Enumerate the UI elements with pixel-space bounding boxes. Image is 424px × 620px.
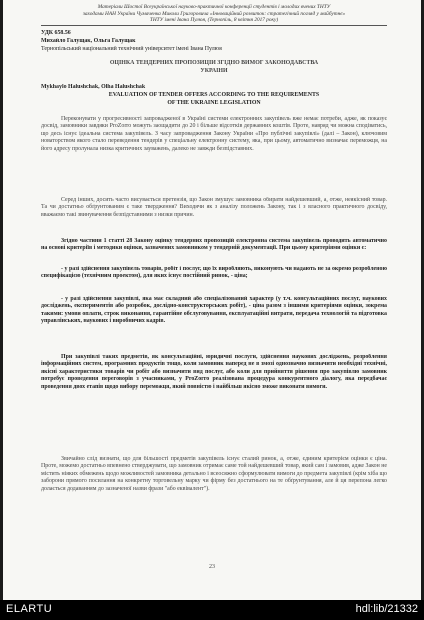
title-en-line-2: OF THE UKRAINE LEGISLATION	[167, 100, 261, 106]
header-line-1: Матеріали Шостої Всеукраїнської науково-практичної конференції студентів і молодих вчених ТНТУ	[97, 4, 331, 10]
paragraph-3: Згідно частини 1 статті 28 Закону оцінку тендерних пропозицій електронна система закупівель проводить автоматично на основі критеріїв і методики оцінки, зазначених замовником у тендерній документації. При цьому критеріями оцінки є:	[41, 238, 387, 252]
page-number: 23	[209, 564, 215, 570]
udk-code: УДК 658.56	[41, 30, 71, 36]
paragraph-4: - у разі здійснення закупівель товарів, робіт і послуг, що їх виробляють, виконують чи надають не за окремо розробленою специфікацією (технічним проектом), для яких існує постійний ринок, - ціна;	[41, 266, 387, 280]
header-line-3: ТНТУ імені Івана Пулюя, (Тернопіль, 8 квітня 2017 року)	[149, 17, 279, 24]
paragraph-6: При закупівлі таких предметів, як консультаційні, юридичні послуги, здійснення наукових досліджень, розроблення інформаційних систем, програмних продуктів тощо, коли замовник наперед не в змозі однозначно визначити необхідні технічні, якісні характеристики товарів чи робіт або визначити вид послуг, або коли для прийняття рішення про закупівлю замовник потребує проведення переговорів з учасниками, у ProZorro реалізована процедура конкурентного діалогу, яка передбачає проведення двох етапів щодо вибору переможця, який повністю і найбільш якісно зможе виконати вимоги.	[41, 354, 387, 390]
paragraph-5: - у разі здійснення закупівлі, яка має складний або спеціалізований характер (у т.ч. консультаційних послуг, наукових досліджень, експериментів або розробок, дослідно-конструкторських робіт), - ціна разом з іншими критеріями оцінки, зокрема такими: умови оплати, строк виконання, гарантійне обслуговування, експлуатаційні витрати, передача технологій та підготовка управлінських, наукових і виробничих кадрів.	[41, 296, 387, 325]
authors-en: Mykhaylo Halushchak, Olha Halushchak	[41, 84, 146, 90]
affiliation-ua: Тернопільський національний технічний університет імені Івана Пулюя	[41, 46, 222, 52]
title-ua-line-2: УКРАЇНИ	[200, 68, 228, 74]
header-rule	[41, 25, 387, 26]
footer-repository-name: ELARTU	[6, 603, 53, 615]
paragraph-1: Переконувати у прогресивності запровадженої в Україні системи електронних закупівель вже немає потреби, адже, як показує досвід, замовники завдяки ProZorro можуть заощадити до 20 і більше відсотків державних коштів. Проте, навряд чи можна сподіватись, що десь існує ідеальна система закупівель. З часу запровадження Закону України «Про публічні закупівлі» (далі – Закон), ключовим новаторством якого стало переведення тендерів у спеціальну електронну систему, яка, при цьому, автоматично визначає переможця, на його адресу пролунала низка критичних зауважень, далеко не завжди безпідставних.	[41, 116, 387, 152]
conference-header	[61, 4, 367, 24]
title-ua-line-1: ОЦІНКА ТЕНДЕРНИХ ПРОПОЗИЦІЙ ЗГІДНО ВИМОГ ЗАКОНОДАВСТВА	[109, 60, 319, 66]
paragraph-2: Серед інших, досить часто висувається претензія, що Закон змушує замовника обирати найдешевший, а, отже, неякісний товар. Та чи достатньо обґрунтованим є таке твердження? Виходячи як з аналізу положень Закону, так і з власного практичного досвіду, вважаємо такі звинувачення безпідставними з низки причин.	[41, 197, 387, 218]
document-page	[3, 0, 421, 600]
footer-handle-id: hdl:lib/21332	[355, 603, 418, 615]
paragraph-7: Звичайно слід визнати, що для більшості предметів закупівель існує сталий ринок, а, отже, єдиним критерієм оцінки є ціна. Проте, можемо достатньо впевнено стверджувати, що замовник отримає саме той найдешевший товар, який сам і замовив, адже Закон не містить ніяких обмежень щодо можливостей замовника детально і всеосяжно сформулювати вимоги до предмета закупівлі (крім хіба що заборони прямого посилання на конкретну торговельну марку чи фірму без достатнього на те обґрунтування, але й ця перепона легко долається додаванням до зазначеної назви фрази "або еквівалент").	[41, 456, 387, 492]
authors-ua: Михайло Галущак, Ольга Галущак	[41, 38, 136, 44]
header-line-2: заходами НАН України Чумаченка Миколи Григоровича «Інноваційний розвиток: стратегічний погляд у майбутнє»	[82, 10, 346, 17]
title-en-line-1: EVALUATION OF TENDER OFFERS ACCORDING TO THE REQUIREMENTS	[108, 92, 320, 98]
viewer-footer-bar	[0, 600, 424, 620]
